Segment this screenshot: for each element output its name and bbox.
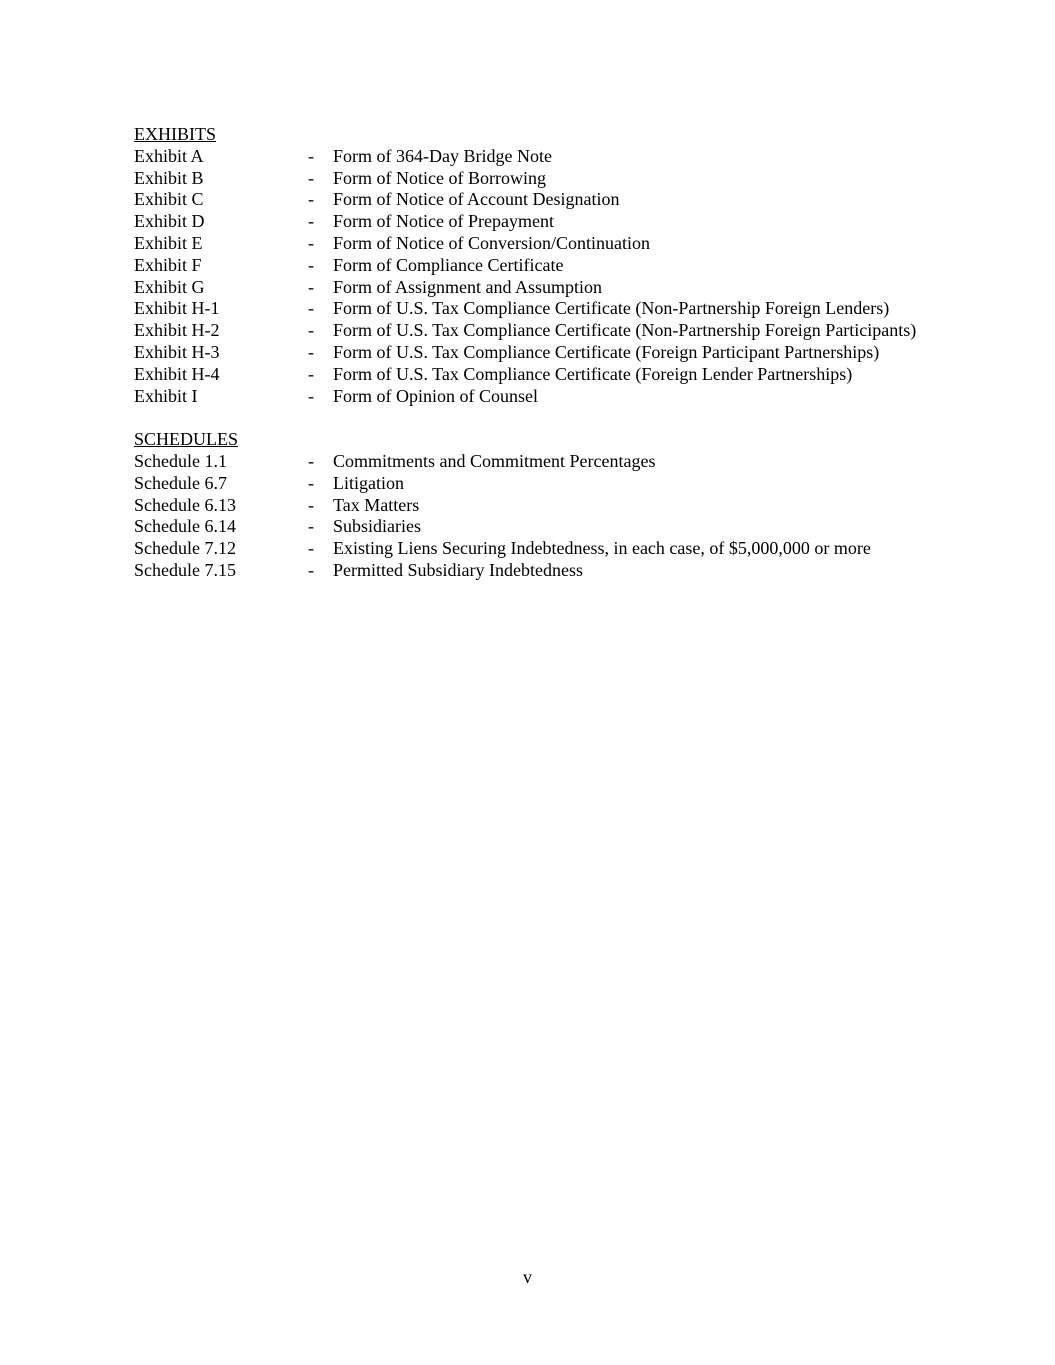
entry-dash: -: [308, 538, 314, 559]
list-item: [134, 495, 1034, 517]
entry-label: Exhibit D: [134, 211, 205, 232]
entry-description: Form of Notice of Prepayment: [333, 211, 554, 232]
entry-dash: -: [308, 363, 314, 384]
entry-dash: -: [308, 189, 314, 210]
entry-description: Form of 364-Day Bridge Note: [333, 145, 552, 166]
entry-description: Form of Notice of Account Designation: [333, 189, 620, 210]
entry-description: Existing Liens Securing Indebtedness, in each case, of $5,000,000 or more: [333, 538, 871, 559]
entry-dash: -: [308, 276, 314, 297]
schedules-list: [134, 451, 1034, 582]
exhibits-list: [134, 146, 1034, 408]
entry-description: Form of U.S. Tax Compliance Certificate (Non-Partnership Foreign Lenders): [333, 298, 890, 319]
list-item: [134, 451, 1034, 473]
entry-dash: -: [308, 298, 314, 319]
entry-label: Exhibit H-4: [134, 363, 220, 384]
entry-description: Form of Notice of Conversion/Continuation: [333, 232, 650, 253]
list-item: [134, 255, 1034, 277]
entry-dash: -: [308, 211, 314, 232]
entry-label: Schedule 6.14: [134, 516, 236, 537]
entry-label: Exhibit E: [134, 232, 203, 253]
entry-description: Form of U.S. Tax Compliance Certificate (Foreign Participant Partnerships): [333, 341, 880, 362]
entry-label: Schedule 6.7: [134, 472, 227, 493]
entry-dash: -: [308, 385, 314, 406]
list-item: [134, 516, 1034, 538]
list-item: [134, 298, 1034, 320]
entry-description: Commitments and Commitment Percentages: [333, 450, 656, 471]
entry-description: Form of Opinion of Counsel: [333, 385, 538, 406]
entry-dash: -: [308, 320, 314, 341]
list-item: [134, 233, 1034, 255]
entry-dash: -: [308, 472, 314, 493]
entry-description: Litigation: [333, 472, 404, 493]
entry-description: Form of U.S. Tax Compliance Certificate (Foreign Lender Partnerships): [333, 363, 853, 384]
entry-label: Exhibit G: [134, 276, 205, 297]
schedules-heading: SCHEDULES: [134, 429, 239, 450]
entry-description: Form of Notice of Borrowing: [333, 167, 546, 188]
page-number: v: [523, 1267, 532, 1287]
entry-label: Exhibit H-1: [134, 298, 220, 319]
entry-dash: -: [308, 254, 314, 275]
list-item: [134, 211, 1034, 233]
list-item: [134, 189, 1034, 211]
entry-label: Exhibit F: [134, 254, 202, 275]
entry-label: Schedule 7.12: [134, 538, 236, 559]
entry-description: Form of Compliance Certificate: [333, 254, 564, 275]
entry-dash: -: [308, 450, 314, 471]
entry-label: Schedule 1.1: [134, 450, 227, 471]
entry-label: Exhibit H-2: [134, 320, 220, 341]
entry-dash: -: [308, 494, 314, 515]
list-item: [134, 386, 1034, 408]
section-spacer: [134, 407, 1034, 429]
entry-label: Exhibit I: [134, 385, 198, 406]
document-content: [134, 124, 1034, 582]
list-item: [134, 560, 1034, 582]
entry-dash: -: [308, 232, 314, 253]
entry-dash: -: [308, 559, 314, 580]
entry-label: Exhibit A: [134, 145, 204, 166]
list-item: [134, 364, 1034, 386]
entry-description: Permitted Subsidiary Indebtedness: [333, 559, 583, 580]
entry-label: Exhibit C: [134, 189, 204, 210]
entry-dash: -: [308, 145, 314, 166]
entry-label: Schedule 6.13: [134, 494, 236, 515]
entry-description: Form of Assignment and Assumption: [333, 276, 603, 297]
list-item: [134, 146, 1034, 168]
entry-description: Tax Matters: [333, 494, 420, 515]
exhibits-heading: EXHIBITS: [134, 124, 216, 144]
entry-label: Exhibit H-3: [134, 341, 220, 362]
entry-dash: -: [308, 167, 314, 188]
list-item: [134, 168, 1034, 190]
list-item: [134, 320, 1034, 342]
entry-description: Subsidiaries: [333, 516, 421, 537]
entry-dash: -: [308, 516, 314, 537]
list-item: [134, 538, 1034, 560]
entry-label: Exhibit B: [134, 167, 204, 188]
list-item: [134, 473, 1034, 495]
entry-dash: -: [308, 341, 314, 362]
list-item: [134, 342, 1034, 364]
entry-label: Schedule 7.15: [134, 559, 236, 580]
list-item: [134, 277, 1034, 299]
entry-description: Form of U.S. Tax Compliance Certificate (Non-Partnership Foreign Participants): [333, 320, 917, 341]
